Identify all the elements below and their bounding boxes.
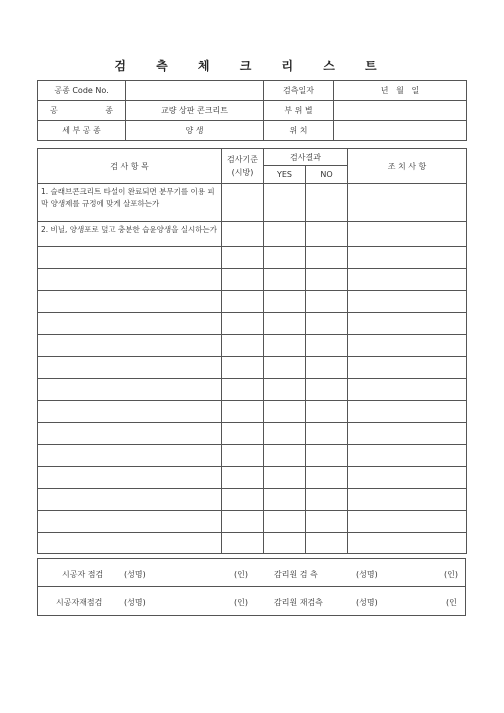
no-cell[interactable] [306, 401, 348, 423]
table-row [38, 184, 467, 222]
standard-cell[interactable] [222, 184, 264, 222]
no-cell[interactable] [306, 423, 348, 445]
inspection-item [38, 335, 222, 357]
standard-cell[interactable] [222, 269, 264, 291]
inspection-item [38, 291, 222, 313]
yes-cell[interactable] [264, 489, 306, 511]
table-row [38, 379, 467, 401]
code-label: 공종 Code No. [38, 81, 126, 101]
table-row [38, 269, 467, 291]
sign-row2-left-label: 시공자재점검 [56, 598, 103, 607]
yes-cell[interactable] [264, 401, 306, 423]
standard-cell[interactable] [222, 335, 264, 357]
part-label: 부 위 별 [264, 101, 334, 121]
action-cell[interactable] [348, 357, 467, 379]
table-row [38, 445, 467, 467]
no-cell[interactable] [306, 335, 348, 357]
table-row [38, 247, 467, 269]
header-no: NO [306, 166, 348, 184]
yes-cell[interactable] [264, 313, 306, 335]
yes-cell[interactable] [264, 335, 306, 357]
standard-cell[interactable] [222, 423, 264, 445]
header-standard-label: 검사기준 [227, 155, 258, 164]
yes-cell[interactable] [264, 269, 306, 291]
action-cell[interactable] [348, 445, 467, 467]
sign-box [37, 558, 466, 616]
inspection-item [38, 357, 222, 379]
sign-row2-left-seal[interactable]: (인) [234, 598, 248, 607]
table-row [38, 401, 467, 423]
standard-cell[interactable] [222, 401, 264, 423]
table-row [38, 335, 467, 357]
no-cell[interactable] [306, 467, 348, 489]
inspection-item [38, 379, 222, 401]
no-cell[interactable] [306, 313, 348, 335]
yes-cell[interactable] [264, 222, 306, 247]
no-cell[interactable] [306, 489, 348, 511]
detail-value[interactable]: 양 생 [126, 121, 264, 141]
sign-row1-right-seal[interactable]: (인) [444, 570, 458, 579]
sign-row1-left-label: 시공자 점검 [62, 570, 104, 579]
inspection-table [37, 148, 467, 554]
action-cell[interactable] [348, 401, 467, 423]
action-cell[interactable] [348, 291, 467, 313]
standard-cell[interactable] [222, 445, 264, 467]
no-cell[interactable] [306, 357, 348, 379]
code-value[interactable] [126, 81, 264, 101]
work-value[interactable]: 교량 상판 콘크리트 [126, 101, 264, 121]
part-value[interactable] [334, 101, 467, 121]
no-cell[interactable] [306, 445, 348, 467]
table-row [38, 511, 467, 533]
yes-cell[interactable] [264, 184, 306, 222]
sign-row2-left-name[interactable]: (성명) [124, 598, 146, 607]
yes-cell[interactable] [264, 357, 306, 379]
header-yes: YES [264, 166, 306, 184]
table-row [38, 357, 467, 379]
yes-cell[interactable] [264, 467, 306, 489]
date-value[interactable]: 년 월 일 [334, 81, 467, 101]
work-label: 공 종 [38, 101, 126, 121]
yes-cell[interactable] [264, 423, 306, 445]
info-table [37, 80, 467, 141]
inspection-item [38, 247, 222, 269]
no-cell[interactable] [306, 379, 348, 401]
action-cell[interactable] [348, 222, 467, 247]
page-title: 검 측 체 크 리 스 트 [114, 59, 390, 73]
location-label: 위 치 [264, 121, 334, 141]
table-row [38, 489, 467, 511]
header-result: 검사결과 [264, 149, 348, 166]
inspection-item [38, 445, 222, 467]
sign-row1-right-name[interactable]: (성명) [356, 570, 378, 579]
inspection-item [38, 269, 222, 291]
inspection-item [38, 313, 222, 335]
inspection-item: 2. 비닐, 양생포로 덮고 충분한 습윤양생을 실시하는가 [38, 222, 222, 247]
table-row [38, 313, 467, 335]
header-items: 검 사 항 목 [38, 149, 222, 184]
action-cell[interactable] [348, 247, 467, 269]
inspection-item [38, 423, 222, 445]
standard-cell[interactable] [222, 247, 264, 269]
action-cell[interactable] [348, 511, 467, 533]
inspection-item [38, 401, 222, 423]
header-action: 조 치 사 항 [348, 149, 467, 184]
inspection-item [38, 533, 222, 554]
inspection-item [38, 511, 222, 533]
action-cell[interactable] [348, 533, 467, 554]
no-cell[interactable] [306, 511, 348, 533]
yes-cell[interactable] [264, 247, 306, 269]
yes-cell[interactable] [264, 379, 306, 401]
yes-cell[interactable] [264, 533, 306, 554]
sign-row1-left-name[interactable]: (성명) [124, 570, 146, 579]
sign-row2-right-label: 감리원 재검측 [274, 598, 323, 607]
inspection-item [38, 467, 222, 489]
action-cell[interactable] [348, 489, 467, 511]
standard-cell[interactable] [222, 379, 264, 401]
standard-cell[interactable] [222, 313, 264, 335]
action-cell[interactable] [348, 313, 467, 335]
no-cell[interactable] [306, 533, 348, 554]
no-cell[interactable] [306, 184, 348, 222]
standard-cell[interactable] [222, 291, 264, 313]
table-row [38, 291, 467, 313]
action-cell[interactable] [348, 379, 467, 401]
sign-row1-left-seal[interactable]: (인) [234, 570, 248, 579]
standard-cell[interactable] [222, 357, 264, 379]
no-cell[interactable] [306, 269, 348, 291]
table-row [38, 222, 467, 247]
yes-cell[interactable] [264, 445, 306, 467]
table-row [38, 467, 467, 489]
action-cell[interactable] [348, 335, 467, 357]
date-label: 검측일자 [264, 81, 334, 101]
standard-cell[interactable] [222, 533, 264, 554]
yes-cell[interactable] [264, 291, 306, 313]
inspection-item [38, 489, 222, 511]
sign-row1-right-label: 감리원 검 측 [274, 570, 318, 579]
header-standard [222, 149, 264, 184]
action-cell[interactable] [348, 467, 467, 489]
standard-cell[interactable] [222, 467, 264, 489]
action-cell[interactable] [348, 269, 467, 291]
yes-cell[interactable] [264, 511, 306, 533]
no-cell[interactable] [306, 247, 348, 269]
inspection-item: 1. 슬래브콘크리트 타설이 완료되면 분무기를 이용 피막 양생제를 규정에 맞게 살포하는가 [38, 184, 222, 222]
standard-cell[interactable] [222, 511, 264, 533]
action-cell[interactable] [348, 184, 467, 222]
detail-label: 세 부 공 종 [38, 121, 126, 141]
action-cell[interactable] [348, 423, 467, 445]
sign-row2-right-seal[interactable]: (인 [446, 598, 457, 607]
standard-cell[interactable] [222, 222, 264, 247]
no-cell[interactable] [306, 222, 348, 247]
header-standard-sub: (시방) [231, 168, 254, 177]
table-row [38, 533, 467, 554]
location-value[interactable] [334, 121, 467, 141]
standard-cell[interactable] [222, 489, 264, 511]
sign-row2-right-name[interactable]: (성명) [356, 598, 378, 607]
no-cell[interactable] [306, 291, 348, 313]
table-row [38, 423, 467, 445]
